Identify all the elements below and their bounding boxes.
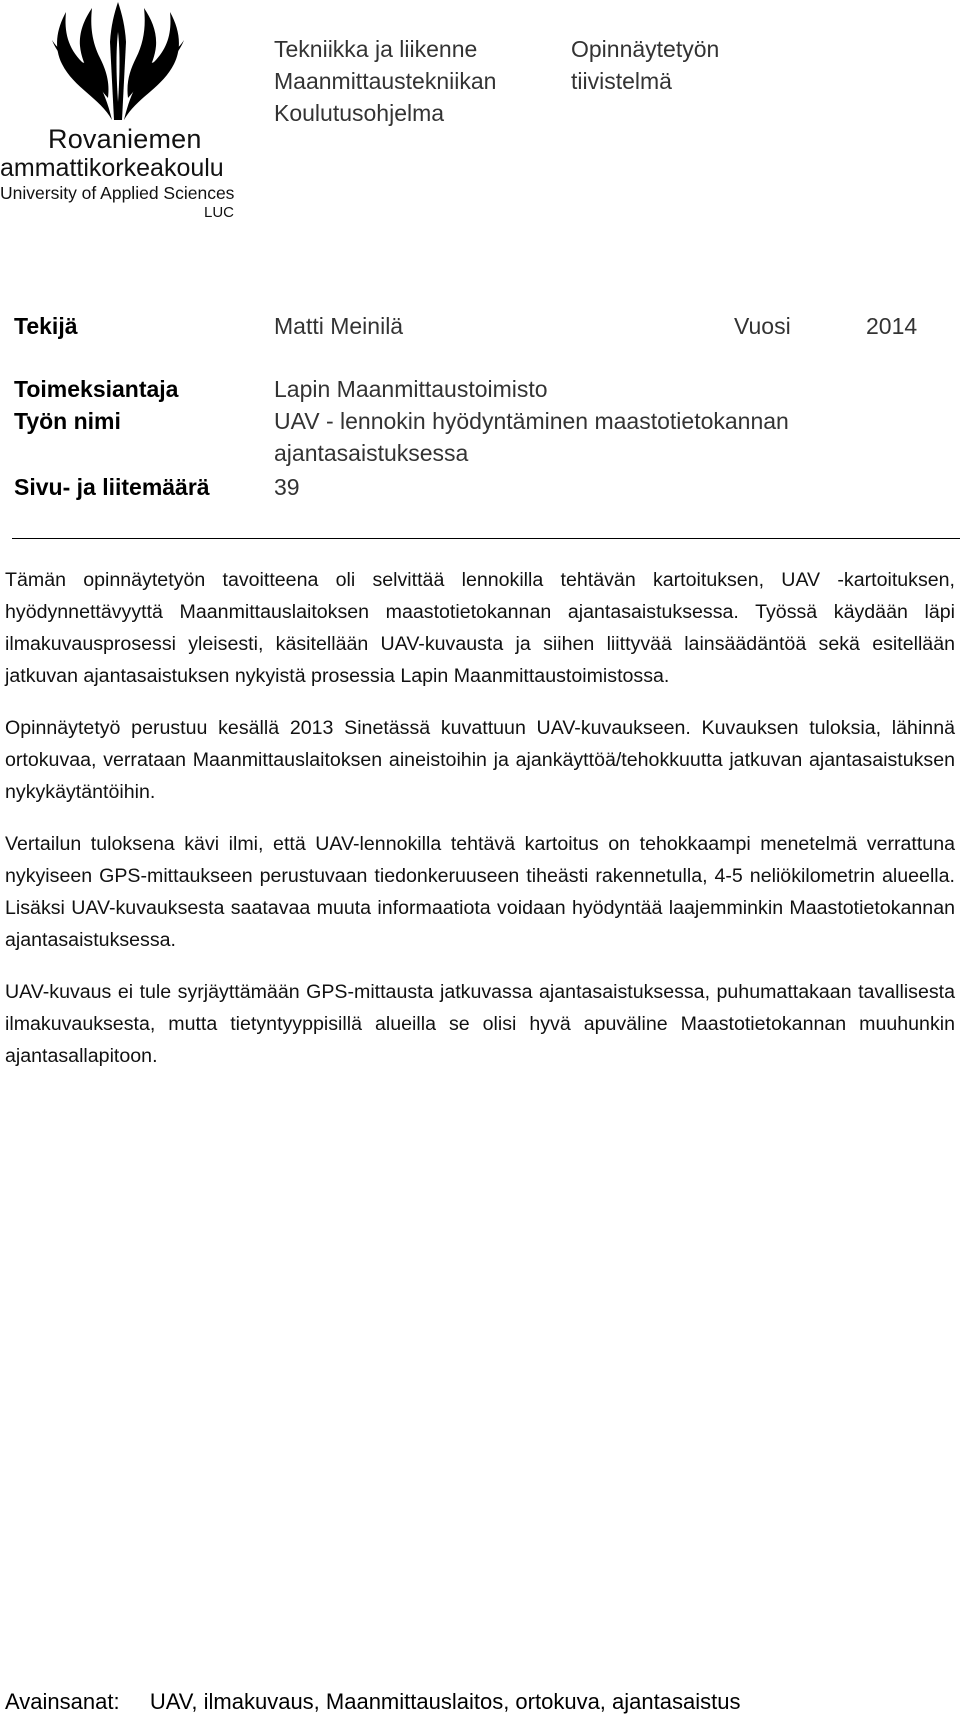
- logo-name-line3: University of Applied Sciences: [0, 183, 235, 203]
- abstract-body: [5, 564, 955, 1092]
- abstract-paragraph-2: Opinnäytetyö perustuu kesällä 2013 Sinetässä kuvattuun UAV-kuvaukseen. Kuvauksen tuloksia, lähinnä ortokuvaa, verrataan Maanmittauslaitoksen aineistoihin ja ajankäyttöä/tehokkuutta jatkuvan ajantasaistuksen nykykäytäntöihin.: [5, 717, 955, 803]
- antler-logo-icon: [48, 2, 188, 120]
- keywords-value: UAV, ilmakuvaus, Maanmittauslaitos, ortokuva, ajantasaistus: [149, 1689, 741, 1714]
- author-value: Matti Meinilä: [274, 313, 404, 339]
- title-line1: UAV - lennokin hyödyntäminen maastotietokannan: [274, 408, 789, 434]
- logo-name-line2: ammattikorkeakoulu: [0, 154, 224, 182]
- doc-type-line1: Opinnäytetyön: [571, 36, 720, 62]
- keywords-row: [5, 1688, 740, 1716]
- year-label: Vuosi: [734, 313, 791, 339]
- commissioner-value: Lapin Maanmittaustoimisto: [274, 376, 548, 402]
- year-value: 2014: [866, 313, 918, 339]
- programme-block: [274, 33, 574, 129]
- degree-programme: Maanmittaustekniikan: [274, 68, 497, 94]
- programme-suffix: Koulutusohjelma: [274, 100, 445, 126]
- abstract-paragraph-3: Vertailun tuloksena kävi ilmi, että UAV-lennokilla tehtävä kartoitus on tehokkaampi menetelmä verrattuna nykyiseen GPS-mittaukseen perustuvaan tiedonkeruuseen tiheästi rakennetulla, 4-5 neliökilometrin alueella. Lisäksi UAV-kuvauksesta saatavaa muuta informaatiota voidaan hyödyntää laajemminkin Maastotietokannan ajantasaistuksessa.: [5, 833, 955, 951]
- divider: [12, 538, 960, 539]
- pages-value: 39: [274, 474, 300, 500]
- document-type: [571, 33, 811, 97]
- commissioner-label: Toimeksiantaja: [14, 376, 179, 402]
- title-line2: ajantasaistuksessa: [274, 440, 469, 466]
- title-label: Työn nimi: [14, 408, 121, 434]
- author-label: Tekijä: [14, 313, 78, 339]
- logo-name-line1: Rovaniemen: [48, 124, 202, 154]
- abstract-paragraph-4: UAV-kuvaus ei tule syrjäyttämään GPS-mittausta jatkuvassa ajantasaistuksessa, puhumattakaan tavallisesta ilmakuvauksesta, mutta tietyntyyppisillä alueilla se olisi hyvä apuväline Maastotietokannan muuhunkin ajantasallapitoon.: [5, 981, 955, 1067]
- keywords-label: Avainsanat:: [5, 1689, 120, 1714]
- abstract-paragraph-1: Tämän opinnäytetyön tavoitteena oli selvittää lennokilla tehtävän kartoituksen, UAV -kartoituksen, hyödynnettävyyttä Maanmittauslaitoksen maastotietokannan ajantasaistuksessa. Työssä käydään läpi ilmakuvausprosessi yleisesti, käsitellään UAV-kuvausta ja siihen liittyvää lainsäädäntöä sekä esitellään jatkuvan ajantasaistuksen nykyistä prosessia Lapin Maanmittaustoimistossa.: [5, 569, 955, 687]
- doc-type-line2: tiivistelmä: [571, 68, 672, 94]
- university-logo: [0, 0, 240, 230]
- pages-label: Sivu- ja liitemäärä: [14, 474, 210, 500]
- logo-wordmark: [0, 124, 240, 222]
- faculty: Tekniikka ja liikenne: [274, 36, 478, 62]
- logo-abbr: LUC: [204, 204, 235, 221]
